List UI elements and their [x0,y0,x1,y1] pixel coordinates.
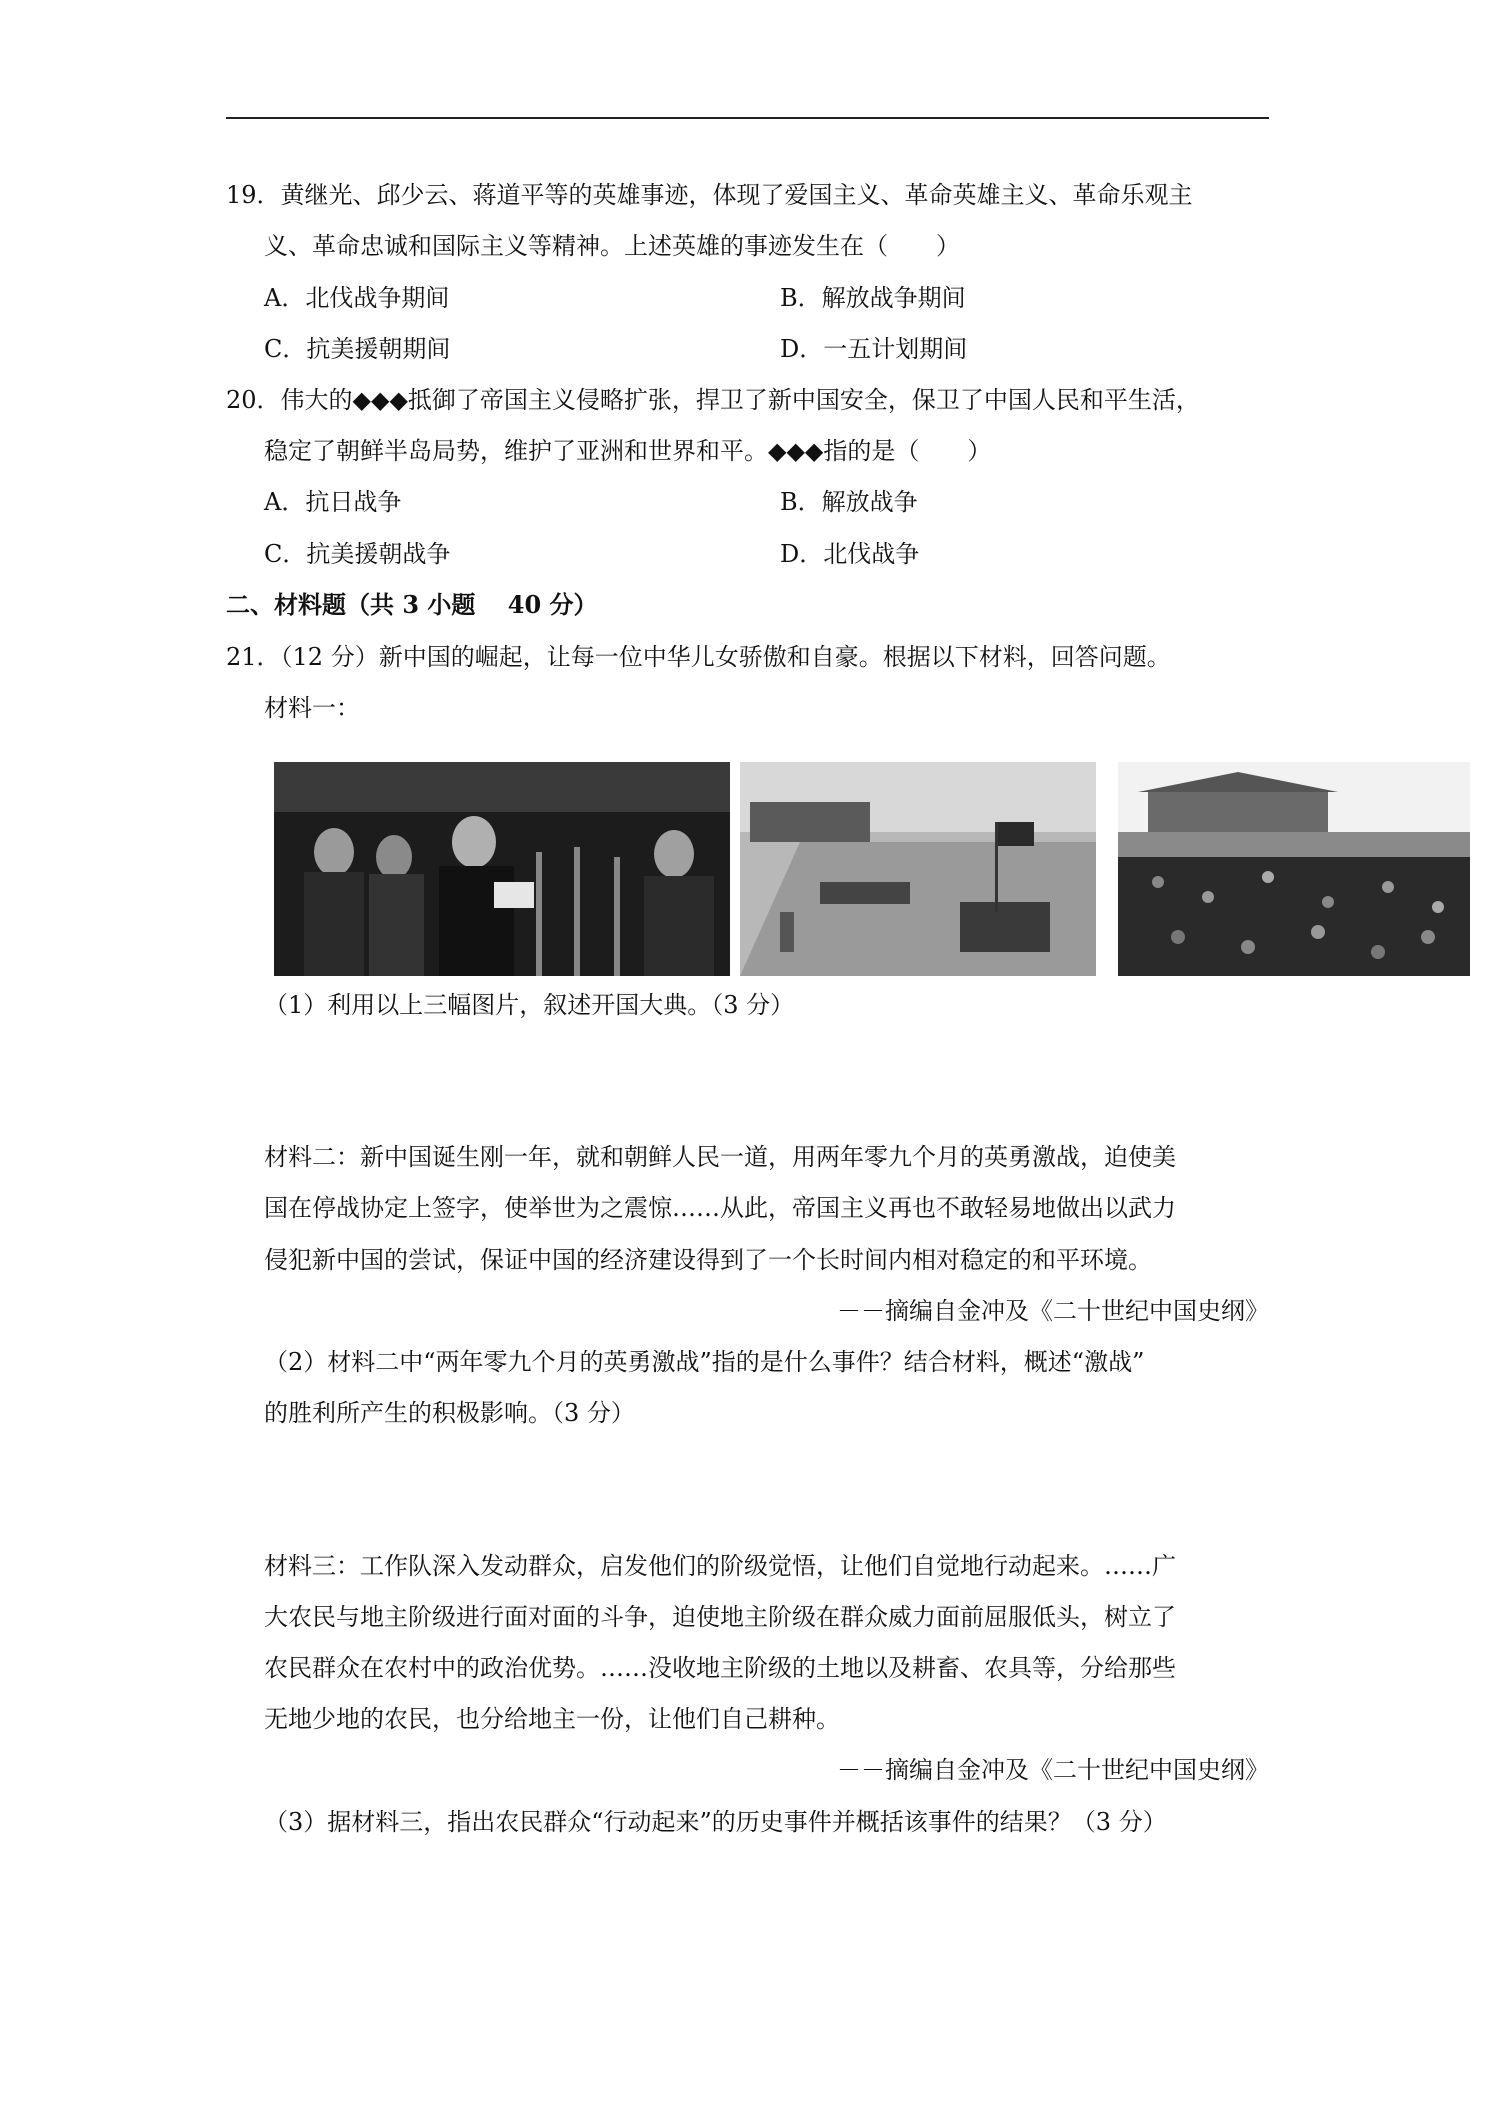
photo-ceremony-speech [274,762,730,976]
photo-tiananmen-crowd [1118,762,1470,976]
material-2-line-1: 材料二：新中国诞生刚一年，就和朝鲜人民一道，用两年零九个月的英勇激战，迫使美 [264,1143,1176,1171]
q20-line-2: 稳定了朝鲜半岛局势，维护了亚洲和世界和平。◆◆◆指的是（ ） [264,437,992,465]
sub-question-1: （1）利用以上三幅图片，叙述开国大典。（3 分） [264,991,795,1019]
header-rule [226,117,1269,119]
q19-option-a: A．北伐战争期间 [264,284,450,312]
sub-question-3: （3）据材料三，指出农民群众“行动起来”的历史事件并概括该事件的结果？（3 分） [264,1808,1167,1836]
q19-option-b: B．解放战争期间 [780,284,966,312]
q19-option-c: C．抗美援朝期间 [264,335,451,363]
q19-line-2: 义、革命忠诚和国际主义等精神。上述英雄的事迹发生在（ ） [264,232,960,260]
material-3-line-1: 材料三：工作队深入发动群众，启发他们的阶级觉悟，让他们自觉地行动起来。……广 [264,1552,1176,1580]
q19-line-1: 19．黄继光、邱少云、蒋道平等的英雄事迹，体现了爱国主义、革命英雄主义、革命乐观主 [226,181,1193,209]
q20-option-a: A．抗日战争 [264,488,402,516]
sub-question-2-line-2: 的胜利所产生的积极影响。（3 分） [264,1399,635,1427]
material-3-line-4: 无地少地的农民，也分给地主一份，让他们自己耕种。 [264,1705,840,1733]
q20-option-d: D．北伐战争 [780,540,920,568]
q20-line-1: 20．伟大的◆◆◆抵御了帝国主义侵略扩张，捍卫了新中国安全，保卫了中国人民和平生活， [226,386,1200,414]
material-3-source: －－摘编自金冲及《二十世纪中国史纲》 [837,1756,1269,1784]
q21-intro: 21．（12 分）新中国的崛起，让每一位中华儿女骄傲和自豪。根据以下材料，回答问题。 [226,643,1171,671]
photo-military-parade [740,762,1096,976]
sub-question-2-line-1: （2）材料二中“两年零九个月的英勇激战”指的是什么事件？结合材料，概述“激战” [264,1348,1145,1376]
material-1-label: 材料一： [264,694,360,722]
material-2-line-3: 侵犯新中国的尝试，保证中国的经济建设得到了一个长时间内相对稳定的和平环境。 [264,1246,1152,1274]
material-2-line-2: 国在停战协定上签字，使举世为之震惊……从此，帝国主义再也不敢轻易地做出以武力 [264,1194,1176,1222]
section-heading: 二、材料题（共 3 小题 40 分） [226,590,598,619]
material-3-line-2: 大农民与地主阶级进行面对面的斗争，迫使地主阶级在群众威力面前屈服低头，树立了 [264,1603,1176,1631]
material-3-line-3: 农民群众在农村中的政治优势。……没收地主阶级的土地以及耕畜、农具等，分给那些 [264,1654,1176,1682]
q19-option-d: D．一五计划期间 [780,335,968,363]
q20-option-b: B．解放战争 [780,488,918,516]
q20-option-c: C．抗美援朝战争 [264,540,451,568]
material-2-source: －－摘编自金冲及《二十世纪中国史纲》 [837,1297,1269,1325]
